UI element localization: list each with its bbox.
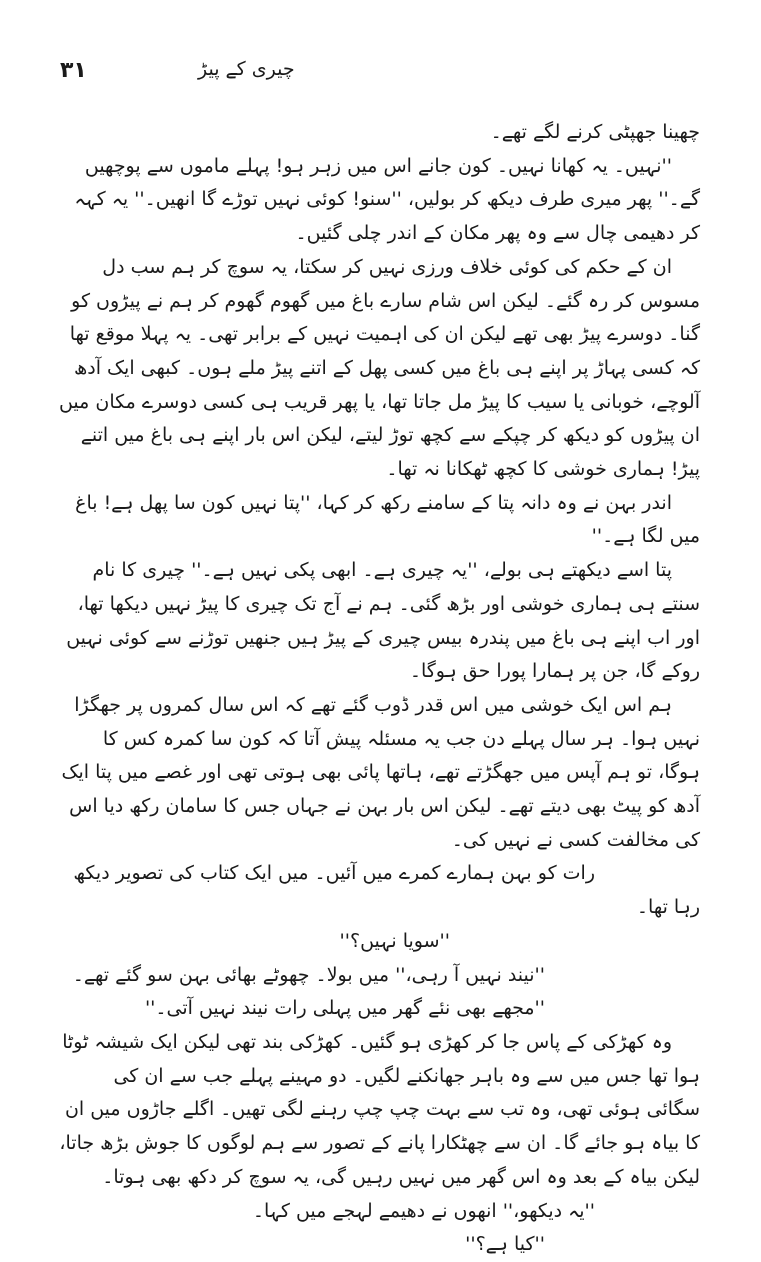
paragraph: ''نہیں۔ یہ کھانا نہیں۔ کون جانے اس میں زہر ہو! پہلے ماموں سے پوچھیں گے۔'' پھر میری طرف دیکھ کر بولیں، ''سنو! کوئی نہیں توڑے گا انھیں۔'' یہ کہہ کر دھیمی چال سے وہ پھر مکان کے اندر چلی گئیں۔ xyxy=(74,154,700,245)
paragraph: وہ کھڑکی کے پاس جا کر کھڑی ہو گئیں۔ کھڑکی بند تھی لیکن ایک شیشہ ٹوٹا ہوا تھا جس میں سے وہ باہر جھانکنے لگیں۔ دو مہینے پہلے جب سے ان کی سگائی ہوئی تھی، وہ تب سے بہت چپ چپ رہنے لگی تھیں۔ اگلے جاڑوں میں ان کا بیاہ ہو جائے گا۔ ان سے چھٹکارا پانے کے تصور سے ہم لوگوں کا جوش بڑھ جاتا، لیکن بیاہ کے بعد وہ اس گھر میں نہیں رہیں گی، یہ سوچ کر دکھ بھی ہوتا۔ xyxy=(59,1030,700,1188)
dialog-line: ''نیند نہیں آ رہی،'' میں بولا۔ چھوٹے بھائی بہن سو گئے تھے۔ xyxy=(72,963,545,986)
paragraph: چھینا جھپٹی کرنے لگے تھے۔ xyxy=(490,121,700,143)
paragraph: رات کو بہن ہمارے کمرے میں آئیں۔ میں ایک کتاب کی تصویر دیکھ رہا تھا۔ xyxy=(73,862,700,919)
page-header xyxy=(60,58,701,90)
dialog-line: ''یہ دیکھو،'' انھوں نے دھیمے لہجے میں کہا۔ xyxy=(252,1199,595,1222)
page-number: ۳۱ xyxy=(60,58,87,83)
dialog-line: ''کیا ہے؟'' xyxy=(465,1233,545,1256)
body-text xyxy=(58,116,700,1262)
paragraph: ان کے حکم کی کوئی خلاف ورزی نہیں کر سکتا، یہ سوچ کر ہم سب دل مسوس کر رہ گئے۔ لیکن اس شام سارے باغ میں گھوم گھوم کر ہم نے پیڑوں کو گنا۔ دوسرے پیڑ بھی تھے لیکن ان کی اہمیت نہیں کے برابر تھی۔ یہ پہلا موقع تھا کہ کسی پہاڑ پر اپنے ہی باغ میں کسی پھل کے اتنے پیڑ ملے ہوں۔ کبھی ایک آدھ آلوچے، خوبانی یا سیب کا پیڑ مل جاتا تھا، یا پھر قریب ہی کسی دوسرے مکان میں ان پیڑوں کو دیکھ کر چپکے سے کچھ توڑ لیتے، لیکن اس بار اپنے ہی باغ میں اتنے پیڑ! ہماری خوشی کا کچھ ٹھکانا نہ تھا۔ xyxy=(58,255,700,481)
paragraph: ہم اس ایک خوشی میں اس قدر ڈوب گئے تھے کہ اس سال کمروں پر جھگڑا نہیں ہوا۔ ہر سال پہلے دن جب یہ مسئلہ پیش آتا کہ کون سا کمرہ کس کا ہوگا، تو ہم آپس میں جھگڑتے تھے، ہاتھا پائی بھی ہوتی تھی اور غصے میں پتا ایک آدھ کو پیٹ بھی دیتے تھے۔ لیکن اس بار بہن نے جہاں جس کا سامان رکھ دیا اس کی مخالفت کسی نے نہیں کی۔ xyxy=(61,693,700,851)
paragraph: پتا اسے دیکھتے ہی بولے، ''یہ چیری ہے۔ ابھی پکی نہیں ہے۔'' چیری کا نام سنتے ہی ہماری خوشی اور بڑھ گئی۔ ہم نے آج تک چیری کا پیڑ نہیں دیکھا تھا، اور اب اپنے ہی باغ میں پندرہ بیس چیری کے پیڑ ہیں جنھیں توڑنے سے کوئی نہیں روکے گا، جن پر ہمارا پورا حق ہوگا۔ xyxy=(66,559,700,683)
dialog-line: ''سویا نہیں؟'' xyxy=(339,929,450,952)
paragraph: اندر بہن نے وہ دانہ پتا کے سامنے رکھ کر کہا، ''پتا نہیں کون سا پھل ہے! باغ میں لگا ہے۔'' xyxy=(75,491,700,548)
dialog-line: ''مجھے بھی نئے گھر میں پہلی رات نیند نہیں آتی۔'' xyxy=(144,997,545,1020)
running-title: چیری کے پیڑ xyxy=(198,58,295,80)
